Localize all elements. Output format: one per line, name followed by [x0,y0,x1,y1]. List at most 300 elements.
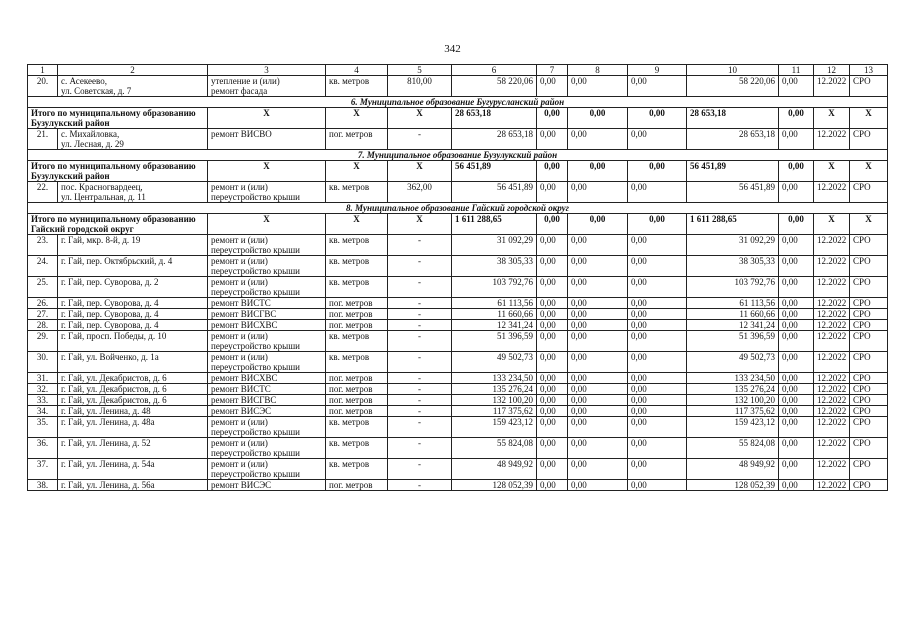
subtotal-cell: 28 653,18 [687,108,779,129]
fund-method-cell: СРО [850,331,888,352]
deadline-cell: 12.2022 [814,331,850,352]
table-row [28,384,888,395]
regional-budget-cell: 0,00 [568,384,628,395]
owners-funds-cell: 49 502,73 [687,352,779,373]
fund-cost-cell: 0,00 [537,309,568,320]
address-cell: г. Гай, пер. Суворова, д. 4 [58,320,208,331]
subtotal-cell: X [208,214,326,235]
subtotal-cell: 28 653,18 [452,108,537,129]
specific-cost-cell: 0,00 [779,320,814,331]
table-row [28,182,888,203]
fund-cost-cell: 0,00 [537,277,568,298]
specific-cost-cell: 0,00 [779,480,814,491]
subtotal-row [28,108,888,129]
table-body [28,65,888,491]
local-budget-cell: 0,00 [628,235,687,256]
deadline-cell: 12.2022 [814,277,850,298]
row-number-cell: 33. [28,395,58,406]
work-type-cell: ремонт и (или) переустройство крыши [208,256,326,277]
owners-funds-cell: 28 653,18 [687,129,779,150]
table-row [28,256,888,277]
table-row [28,373,888,384]
work-type-cell: утепление и (или) ремонт фасада [208,76,326,97]
fund-cost-cell: 0,00 [537,235,568,256]
deadline-cell: 12.2022 [814,384,850,395]
fund-method-cell: СРО [850,459,888,480]
unit-cell: кв. метров [326,352,388,373]
subtotal-cell: 0,00 [537,108,568,129]
owners-funds-cell: 133 234,50 [687,373,779,384]
table-row [28,438,888,459]
deadline-cell: 12.2022 [814,352,850,373]
address-cell: г. Гай, просп. Победы, д. 10 [58,331,208,352]
volume-cell: - [388,384,452,395]
unit-cell: пог. метров [326,373,388,384]
volume-cell: - [388,331,452,352]
column-header: 9 [628,65,687,76]
fund-cost-cell: 0,00 [537,384,568,395]
fund-method-cell: СРО [850,182,888,203]
unit-cell: кв. метров [326,76,388,97]
unit-cell: пог. метров [326,406,388,417]
work-type-cell: ремонт ВИСЭС [208,480,326,491]
volume-cell: - [388,459,452,480]
table-row [28,417,888,438]
owners-funds-cell: 117 375,62 [687,406,779,417]
unit-cell: кв. метров [326,459,388,480]
fund-method-cell: СРО [850,395,888,406]
regional-budget-cell: 0,00 [568,256,628,277]
total-cost-cell: 159 423,12 [452,417,537,438]
subtotal-cell: 0,00 [779,108,814,129]
work-type-cell: ремонт ВИСТС [208,298,326,309]
volume-cell: - [388,395,452,406]
subtotal-cell: 56 451,89 [452,161,537,182]
fund-cost-cell: 0,00 [537,373,568,384]
table-row [28,298,888,309]
local-budget-cell: 0,00 [628,309,687,320]
specific-cost-cell: 0,00 [779,277,814,298]
total-cost-cell: 51 396,59 [452,331,537,352]
work-type-cell: ремонт и (или) переустройство крыши [208,277,326,298]
address-cell: г. Гай, пер. Октябрьский, д. 4 [58,256,208,277]
owners-funds-cell: 128 052,39 [687,480,779,491]
table-row [28,480,888,491]
section-title: 6. Муниципальное образование Бугурусланский район [28,97,888,108]
deadline-cell: 12.2022 [814,129,850,150]
volume-cell: 810,00 [388,76,452,97]
address-cell: г. Гай, пер. Суворова, д. 4 [58,309,208,320]
row-number-cell: 36. [28,438,58,459]
total-cost-cell: 103 792,76 [452,277,537,298]
column-header: 4 [326,65,388,76]
fund-method-cell: СРО [850,235,888,256]
volume-cell: - [388,320,452,331]
specific-cost-cell: 0,00 [779,182,814,203]
regional-budget-cell: 0,00 [568,320,628,331]
total-cost-cell: 128 052,39 [452,480,537,491]
owners-funds-cell: 38 305,33 [687,256,779,277]
deadline-cell: 12.2022 [814,256,850,277]
total-cost-cell: 11 660,66 [452,309,537,320]
row-number-cell: 20. [28,76,58,97]
owners-funds-cell: 11 660,66 [687,309,779,320]
local-budget-cell: 0,00 [628,277,687,298]
fund-cost-cell: 0,00 [537,480,568,491]
volume-cell: - [388,417,452,438]
total-cost-cell: 49 502,73 [452,352,537,373]
table-row [28,459,888,480]
specific-cost-cell: 0,00 [779,459,814,480]
table-row [28,331,888,352]
column-header: 3 [208,65,326,76]
local-budget-cell: 0,00 [628,182,687,203]
specific-cost-cell: 0,00 [779,331,814,352]
local-budget-cell: 0,00 [628,406,687,417]
local-budget-cell: 0,00 [628,129,687,150]
regional-budget-cell: 0,00 [568,459,628,480]
fund-method-cell: СРО [850,298,888,309]
table-row [28,395,888,406]
total-cost-cell: 132 100,20 [452,395,537,406]
owners-funds-cell: 58 220,06 [687,76,779,97]
table-row [28,406,888,417]
address-cell: г. Гай, ул. Ленина, д. 52 [58,438,208,459]
fund-cost-cell: 0,00 [537,406,568,417]
fund-method-cell: СРО [850,406,888,417]
work-type-cell: ремонт и (или) переустройство крыши [208,438,326,459]
row-number-cell: 22. [28,182,58,203]
subtotal-cell: 0,00 [779,161,814,182]
fund-cost-cell: 0,00 [537,182,568,203]
fund-method-cell: СРО [850,352,888,373]
table-row [28,235,888,256]
deadline-cell: 12.2022 [814,309,850,320]
total-cost-cell: 61 113,56 [452,298,537,309]
subtotal-cell: X [814,108,850,129]
owners-funds-cell: 132 100,20 [687,395,779,406]
owners-funds-cell: 51 396,59 [687,331,779,352]
total-cost-cell: 135 276,24 [452,384,537,395]
column-header: 1 [28,65,58,76]
local-budget-cell: 0,00 [628,459,687,480]
fund-cost-cell: 0,00 [537,320,568,331]
address-cell: с. Михайловка, ул. Лесная, д. 29 [58,129,208,150]
fund-method-cell: СРО [850,256,888,277]
unit-cell: пог. метров [326,395,388,406]
column-header: 2 [58,65,208,76]
volume-cell: - [388,256,452,277]
section-header-row [28,150,888,161]
column-number-row [28,65,888,76]
row-number-cell: 31. [28,373,58,384]
total-cost-cell: 31 092,29 [452,235,537,256]
row-number-cell: 35. [28,417,58,438]
local-budget-cell: 0,00 [628,373,687,384]
regional-budget-cell: 0,00 [568,417,628,438]
row-number-cell: 38. [28,480,58,491]
owners-funds-cell: 31 092,29 [687,235,779,256]
unit-cell: кв. метров [326,277,388,298]
column-header: 12 [814,65,850,76]
regional-budget-cell: 0,00 [568,352,628,373]
address-cell: г. Гай, ул. Ленина, д. 54а [58,459,208,480]
regional-budget-cell: 0,00 [568,182,628,203]
subtotal-cell: 0,00 [628,214,687,235]
table-row [28,320,888,331]
fund-cost-cell: 0,00 [537,395,568,406]
work-type-cell: ремонт ВИСТС [208,384,326,395]
unit-cell: пог. метров [326,129,388,150]
fund-cost-cell: 0,00 [537,417,568,438]
row-number-cell: 29. [28,331,58,352]
row-number-cell: 34. [28,406,58,417]
specific-cost-cell: 0,00 [779,129,814,150]
subtotal-cell: X [814,161,850,182]
deadline-cell: 12.2022 [814,373,850,384]
specific-cost-cell: 0,00 [779,76,814,97]
subtotal-cell: X [850,161,888,182]
volume-cell: - [388,352,452,373]
address-cell: г. Гай, ул. Войченко, д. 1а [58,352,208,373]
unit-cell: пог. метров [326,309,388,320]
specific-cost-cell: 0,00 [779,373,814,384]
specific-cost-cell: 0,00 [779,298,814,309]
repair-register-table [27,64,888,491]
unit-cell: пог. метров [326,298,388,309]
local-budget-cell: 0,00 [628,320,687,331]
address-cell: г. Гай, пер. Суворова, д. 2 [58,277,208,298]
section-title: 7. Муниципальное образование Бузулукский район [28,150,888,161]
table-row [28,309,888,320]
unit-cell: кв. метров [326,182,388,203]
regional-budget-cell: 0,00 [568,298,628,309]
regional-budget-cell: 0,00 [568,480,628,491]
owners-funds-cell: 103 792,76 [687,277,779,298]
owners-funds-cell: 48 949,92 [687,459,779,480]
fund-method-cell: СРО [850,309,888,320]
specific-cost-cell: 0,00 [779,395,814,406]
row-number-cell: 25. [28,277,58,298]
fund-cost-cell: 0,00 [537,438,568,459]
specific-cost-cell: 0,00 [779,438,814,459]
unit-cell: кв. метров [326,438,388,459]
subtotal-cell: X [208,161,326,182]
specific-cost-cell: 0,00 [779,406,814,417]
regional-budget-cell: 0,00 [568,309,628,320]
subtotal-cell: 0,00 [537,161,568,182]
regional-budget-cell: 0,00 [568,277,628,298]
row-number-cell: 26. [28,298,58,309]
work-type-cell: ремонт ВИСГВС [208,395,326,406]
table-row [28,76,888,97]
subtotal-cell: X [850,108,888,129]
fund-method-cell: СРО [850,277,888,298]
address-cell: г. Гай, ул. Декабристов, д. 6 [58,395,208,406]
volume-cell: - [388,309,452,320]
column-header: 6 [452,65,537,76]
volume-cell: - [388,438,452,459]
specific-cost-cell: 0,00 [779,384,814,395]
fund-method-cell: СРО [850,384,888,395]
table-row [28,129,888,150]
row-number-cell: 23. [28,235,58,256]
column-header: 10 [687,65,779,76]
address-cell: г. Гай, пер. Суворова, д. 4 [58,298,208,309]
specific-cost-cell: 0,00 [779,235,814,256]
work-type-cell: ремонт ВИСХВС [208,373,326,384]
subtotal-cell: X [326,161,388,182]
local-budget-cell: 0,00 [628,384,687,395]
row-number-cell: 37. [28,459,58,480]
address-cell: пос. Красногвардеец, ул. Центральная, д. 11 [58,182,208,203]
deadline-cell: 12.2022 [814,459,850,480]
fund-method-cell: СРО [850,417,888,438]
fund-method-cell: СРО [850,480,888,491]
column-header: 5 [388,65,452,76]
regional-budget-cell: 0,00 [568,373,628,384]
unit-cell: кв. метров [326,331,388,352]
address-cell: с. Асекеево, ул. Советская, д. 7 [58,76,208,97]
local-budget-cell: 0,00 [628,256,687,277]
work-type-cell: ремонт ВИСГВС [208,309,326,320]
subtotal-label: Итого по муниципальному образованию Бузулукский район [28,108,208,129]
subtotal-cell: 0,00 [537,214,568,235]
subtotal-cell: 1 611 288,65 [452,214,537,235]
column-header: 13 [850,65,888,76]
deadline-cell: 12.2022 [814,395,850,406]
unit-cell: кв. метров [326,235,388,256]
volume-cell: - [388,277,452,298]
row-number-cell: 27. [28,309,58,320]
work-type-cell: ремонт и (или) переустройство крыши [208,331,326,352]
subtotal-cell: X [850,214,888,235]
total-cost-cell: 58 220,06 [452,76,537,97]
regional-budget-cell: 0,00 [568,438,628,459]
deadline-cell: 12.2022 [814,76,850,97]
subtotal-label: Итого по муниципальному образованию Бузулукский район [28,161,208,182]
subtotal-cell: 0,00 [568,161,628,182]
owners-funds-cell: 55 824,08 [687,438,779,459]
row-number-cell: 30. [28,352,58,373]
deadline-cell: 12.2022 [814,406,850,417]
fund-method-cell: СРО [850,76,888,97]
total-cost-cell: 117 375,62 [452,406,537,417]
unit-cell: пог. метров [326,480,388,491]
local-budget-cell: 0,00 [628,417,687,438]
column-header: 11 [779,65,814,76]
owners-funds-cell: 135 276,24 [687,384,779,395]
regional-budget-cell: 0,00 [568,331,628,352]
column-header: 8 [568,65,628,76]
regional-budget-cell: 0,00 [568,76,628,97]
subtotal-row [28,214,888,235]
subtotal-cell: 0,00 [628,108,687,129]
subtotal-cell: 56 451,89 [687,161,779,182]
work-type-cell: ремонт и (или) переустройство крыши [208,417,326,438]
regional-budget-cell: 0,00 [568,406,628,417]
fund-cost-cell: 0,00 [537,129,568,150]
fund-cost-cell: 0,00 [537,298,568,309]
page-number: 342 [444,43,461,55]
address-cell: г. Гай, ул. Декабристов, д. 6 [58,373,208,384]
local-budget-cell: 0,00 [628,298,687,309]
deadline-cell: 12.2022 [814,417,850,438]
regional-budget-cell: 0,00 [568,129,628,150]
subtotal-cell: 0,00 [779,214,814,235]
subtotal-cell: 0,00 [568,214,628,235]
row-number-cell: 24. [28,256,58,277]
row-number-cell: 28. [28,320,58,331]
fund-cost-cell: 0,00 [537,331,568,352]
column-header: 7 [537,65,568,76]
table-row [28,277,888,298]
owners-funds-cell: 12 341,24 [687,320,779,331]
address-cell: г. Гай, ул. Ленина, д. 48 [58,406,208,417]
local-budget-cell: 0,00 [628,480,687,491]
subtotal-cell: 1 611 288,65 [687,214,779,235]
subtotal-cell: 0,00 [628,161,687,182]
specific-cost-cell: 0,00 [779,352,814,373]
work-type-cell: ремонт и (или) переустройство крыши [208,459,326,480]
work-type-cell: ремонт ВИСЭС [208,406,326,417]
section-header-row [28,97,888,108]
fund-method-cell: СРО [850,438,888,459]
deadline-cell: 12.2022 [814,298,850,309]
fund-method-cell: СРО [850,320,888,331]
table-row [28,352,888,373]
unit-cell: пог. метров [326,320,388,331]
unit-cell: пог. метров [326,384,388,395]
subtotal-cell: X [388,214,452,235]
unit-cell: кв. метров [326,256,388,277]
work-type-cell: ремонт ВИСХВС [208,320,326,331]
local-budget-cell: 0,00 [628,331,687,352]
total-cost-cell: 55 824,08 [452,438,537,459]
row-number-cell: 32. [28,384,58,395]
row-number-cell: 21. [28,129,58,150]
volume-cell: 362,00 [388,182,452,203]
specific-cost-cell: 0,00 [779,417,814,438]
total-cost-cell: 38 305,33 [452,256,537,277]
subtotal-cell: X [388,161,452,182]
local-budget-cell: 0,00 [628,438,687,459]
section-header-row [28,203,888,214]
fund-cost-cell: 0,00 [537,76,568,97]
fund-cost-cell: 0,00 [537,459,568,480]
specific-cost-cell: 0,00 [779,256,814,277]
subtotal-cell: X [388,108,452,129]
local-budget-cell: 0,00 [628,352,687,373]
deadline-cell: 12.2022 [814,438,850,459]
specific-cost-cell: 0,00 [779,309,814,320]
subtotal-cell: X [814,214,850,235]
address-cell: г. Гай, ул. Ленина, д. 48а [58,417,208,438]
subtotal-cell: X [326,214,388,235]
address-cell: г. Гай, ул. Декабристов, д. 6 [58,384,208,395]
local-budget-cell: 0,00 [628,395,687,406]
total-cost-cell: 28 653,18 [452,129,537,150]
deadline-cell: 12.2022 [814,480,850,491]
volume-cell: - [388,373,452,384]
work-type-cell: ремонт и (или) переустройство крыши [208,235,326,256]
total-cost-cell: 133 234,50 [452,373,537,384]
section-title: 8. Муниципальное образование Гайский городской округ [28,203,888,214]
work-type-cell: ремонт и (или) переустройство крыши [208,182,326,203]
fund-method-cell: СРО [850,373,888,384]
address-cell: г. Гай, ул. Ленина, д. 56а [58,480,208,491]
regional-budget-cell: 0,00 [568,395,628,406]
